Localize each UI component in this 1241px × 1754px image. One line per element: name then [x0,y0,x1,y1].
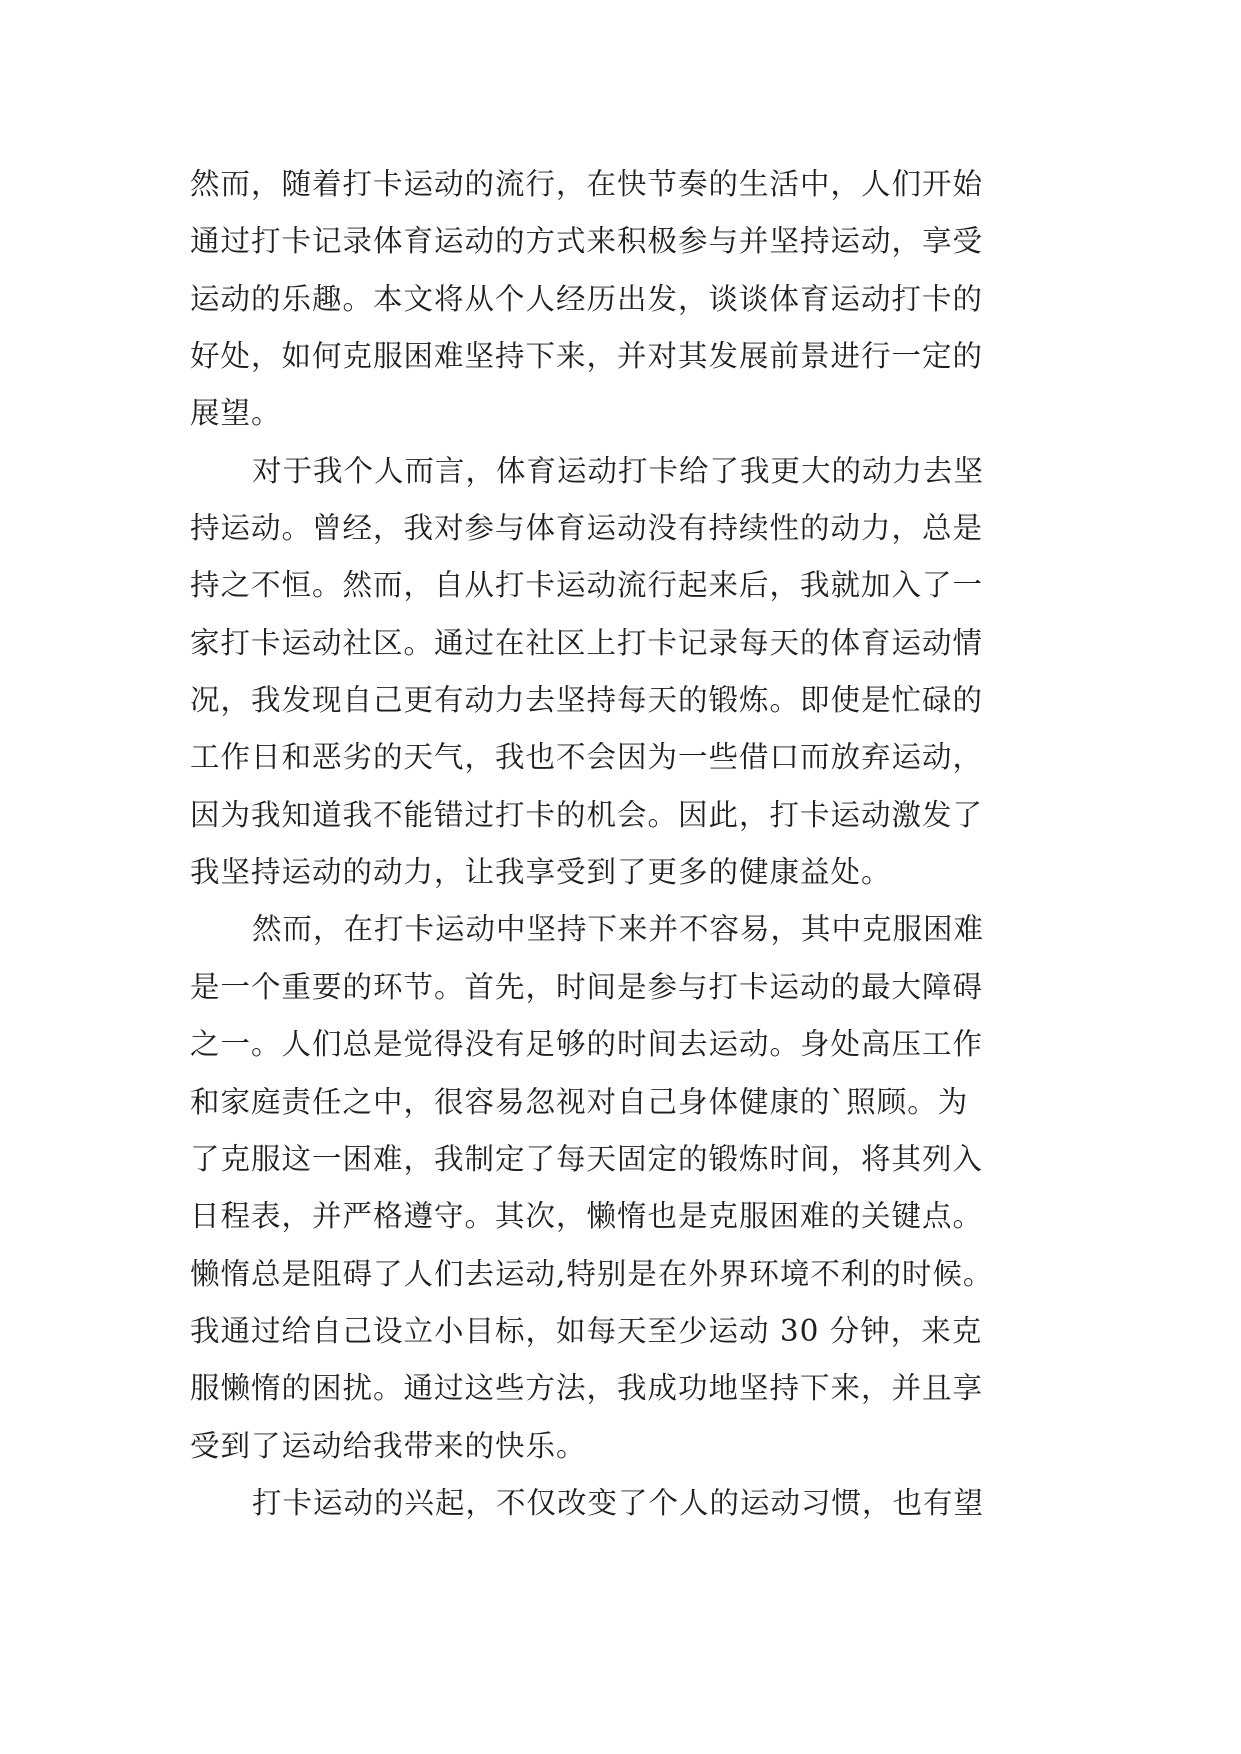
text-line: 我通过给自己设立小目标，如每天至少运动 30 分钟，来克 [190,1313,983,1348]
text-line: 之一。人们总是觉得没有足够的时间去运动。身处高压工作 [190,1027,984,1062]
paragraph-overcoming-difficulties [190,901,1050,1474]
text-line: 日程表，并严格遵守。其次，懒惰也是克服困难的关键点。 [190,1199,984,1234]
text-line: 况，我发现自己更有动力去坚持每天的锻炼。即使是忙碌的 [190,683,984,718]
document-body [190,156,1050,1532]
text-line: 我坚持运动的动力，让我享受到了更多的健康益处。 [190,855,892,890]
text-line: 受到了运动给我带来的快乐。 [190,1428,587,1463]
text-line: 持运动。曾经，我对参与体育运动没有持续性的动力，总是 [190,511,984,546]
text-line: 和家庭责任之中，很容易忽视对自己身体健康的`照顾。为 [190,1084,969,1119]
text-line: 好处，如何克服困难坚持下来，并对其发展前景进行一定的 [190,339,984,374]
text-line: 家打卡运动社区。通过在社区上打卡记录每天的体育运动情 [190,625,984,660]
text-line: 展望。 [190,396,282,431]
text-line: 对于我个人而言，体育运动打卡给了我更大的动力去坚 [252,453,985,488]
text-line: 通过打卡记录体育运动的方式来积极参与并坚持运动，享受 [190,224,984,259]
paragraph-personal-motivation [190,443,1050,902]
text-line: 然而，在打卡运动中坚持下来并不容易，其中克服困难 [252,912,985,947]
text-line: 服懒惰的困扰。通过这些方法，我成功地坚持下来，并且享 [190,1371,984,1406]
text-line: 是一个重要的环节。首先，时间是参与打卡运动的最大障碍 [190,969,984,1004]
text-line: 运动的乐趣。本文将从个人经历出发，谈谈体育运动打卡的 [190,281,984,316]
text-line: 懒惰总是阻碍了人们去运动,特别是在外界环境不利的时候。 [190,1256,994,1291]
text-line: 打卡运动的兴起，不仅改变了个人的运动习惯，也有望 [252,1485,985,1520]
text-line: 持之不恒。然而，自从打卡运动流行起来后，我就加入了一 [190,568,984,603]
text-line: 了克服这一困难，我制定了每天固定的锻炼时间，将其列入 [190,1141,984,1176]
paragraph-intro [190,156,1050,443]
text-line: 因为我知道我不能错过打卡的机会。因此，打卡运动激发了 [190,797,984,832]
text-line: 工作日和恶劣的天气，我也不会因为一些借口而放弃运动， [190,740,984,775]
paragraph-rise-of-checkin [190,1475,1050,1532]
text-line: 然而，随着打卡运动的流行，在快节奏的生活中，人们开始 [190,167,984,201]
